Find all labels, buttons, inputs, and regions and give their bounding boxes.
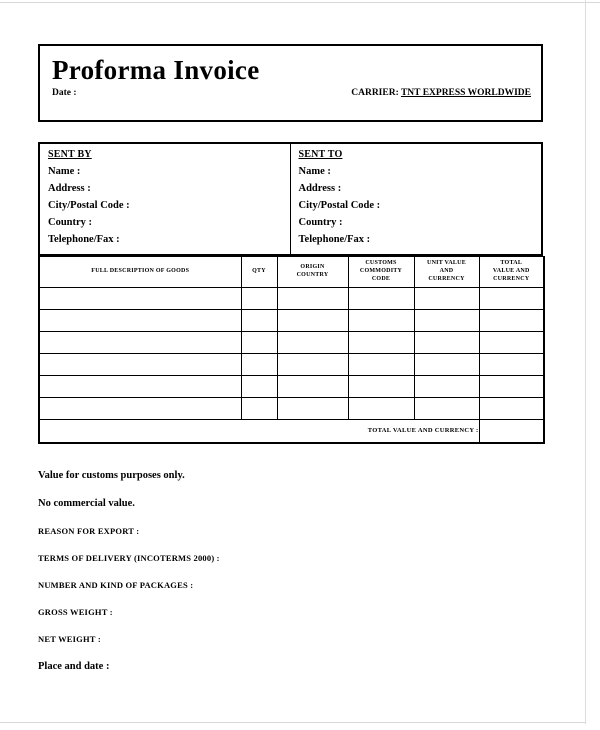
date-label: Date : — [52, 88, 77, 99]
field-gross-weight: GROSS WEIGHT : — [38, 607, 113, 618]
cell-origin-country[interactable] — [277, 375, 348, 397]
cell-qty[interactable] — [241, 375, 277, 397]
cell-description[interactable] — [39, 353, 241, 375]
cell-origin-country[interactable] — [277, 331, 348, 353]
cell-total-value[interactable] — [479, 353, 544, 375]
sender-field-telephone-fax: Telephone/Fax : — [48, 234, 120, 245]
sender-field-city-postal-code: City/Postal Code : — [48, 200, 130, 211]
column-header-description: FULL DESCRIPTION OF GOODS — [39, 257, 241, 288]
cell-qty[interactable] — [241, 353, 277, 375]
cell-customs-code[interactable] — [348, 309, 414, 331]
recipient-field-address: Address : — [298, 183, 342, 194]
cell-customs-code[interactable] — [348, 331, 414, 353]
goods-table — [38, 256, 545, 444]
cell-total-value[interactable] — [479, 375, 544, 397]
goods-table-header-row — [39, 257, 544, 288]
recipient-heading: SENT TO — [298, 149, 343, 160]
table-row — [39, 309, 544, 331]
cell-origin-country[interactable] — [277, 397, 348, 419]
declaration-no-commercial-value: No commercial value. — [38, 498, 135, 510]
cell-total-value[interactable] — [479, 331, 544, 353]
invoice-sheet — [38, 44, 543, 672]
recipient-field-name: Name : — [298, 166, 331, 177]
field-place-and-date: Place and date : — [38, 661, 110, 673]
cell-qty[interactable] — [241, 287, 277, 309]
total-row — [39, 419, 544, 443]
header-meta-row — [52, 88, 531, 98]
table-row — [39, 287, 544, 309]
cell-qty[interactable] — [241, 331, 277, 353]
field-net-weight: NET WEIGHT : — [38, 634, 101, 645]
column-header-customs-commodity-code: CUSTOMS COMMODITY CODE — [348, 257, 414, 288]
cell-qty[interactable] — [241, 309, 277, 331]
column-header-qty: QTY — [241, 257, 277, 288]
total-value-cell[interactable] — [479, 419, 544, 443]
cell-customs-code[interactable] — [348, 375, 414, 397]
cell-description[interactable] — [39, 287, 241, 309]
cell-customs-code[interactable] — [348, 397, 414, 419]
carrier-value: TNT EXPRESS WORLDWIDE — [400, 88, 531, 99]
cell-description[interactable] — [39, 309, 241, 331]
column-header-total-value-currency: TOTAL VALUE AND CURRENCY — [479, 257, 544, 288]
field-number-and-kind-of-packages: NUMBER AND KIND OF PACKAGES : — [38, 580, 194, 591]
column-header-unit-value-currency: UNIT VALUE AND CURRENCY — [414, 257, 479, 288]
cell-origin-country[interactable] — [277, 287, 348, 309]
cell-description[interactable] — [39, 375, 241, 397]
cell-description[interactable] — [39, 397, 241, 419]
table-row — [39, 397, 544, 419]
cell-total-value[interactable] — [479, 287, 544, 309]
sender-block — [40, 144, 291, 254]
sender-heading: SENT BY — [48, 149, 92, 160]
page-edge-top — [0, 2, 600, 3]
table-row — [39, 375, 544, 397]
table-row — [39, 353, 544, 375]
cell-unit-value[interactable] — [414, 353, 479, 375]
cell-total-value[interactable] — [479, 309, 544, 331]
invoice-header-box — [38, 44, 543, 122]
cell-qty[interactable] — [241, 397, 277, 419]
recipient-field-city-postal-code: City/Postal Code : — [298, 200, 381, 211]
cell-unit-value[interactable] — [414, 309, 479, 331]
cell-customs-code[interactable] — [348, 353, 414, 375]
recipient-field-country: Country : — [298, 217, 343, 228]
declarations-block — [38, 470, 543, 672]
page-title: Proforma Invoice — [52, 55, 260, 85]
page-edge-bottom — [0, 722, 586, 723]
cell-origin-country[interactable] — [277, 353, 348, 375]
recipient-field-telephone-fax: Telephone/Fax : — [298, 234, 371, 245]
cell-origin-country[interactable] — [277, 309, 348, 331]
cell-unit-value[interactable] — [414, 397, 479, 419]
sender-field-name: Name : — [48, 166, 81, 177]
column-header-origin-country: ORIGIN COUNTRY — [277, 257, 348, 288]
sender-field-country: Country : — [48, 217, 93, 228]
table-row — [39, 331, 544, 353]
cell-unit-value[interactable] — [414, 331, 479, 353]
carrier-label: CARRIER: — [351, 88, 399, 99]
cell-unit-value[interactable] — [414, 287, 479, 309]
cell-customs-code[interactable] — [348, 287, 414, 309]
cell-total-value[interactable] — [479, 397, 544, 419]
carrier-block — [351, 88, 531, 98]
field-reason-for-export: REASON FOR EXPORT : — [38, 526, 140, 537]
page-edge-right — [585, 0, 586, 724]
field-terms-of-delivery: TERMS OF DELIVERY (INCOTERMS 2000) : — [38, 553, 220, 564]
cell-description[interactable] — [39, 331, 241, 353]
declaration-customs-purposes: Value for customs purposes only. — [38, 470, 185, 482]
recipient-block — [291, 144, 542, 254]
goods-table-body — [39, 287, 544, 443]
total-value-label: TOTAL VALUE AND CURRENCY : — [39, 419, 479, 443]
sender-field-address: Address : — [48, 183, 91, 194]
cell-unit-value[interactable] — [414, 375, 479, 397]
parties-box — [38, 142, 543, 256]
